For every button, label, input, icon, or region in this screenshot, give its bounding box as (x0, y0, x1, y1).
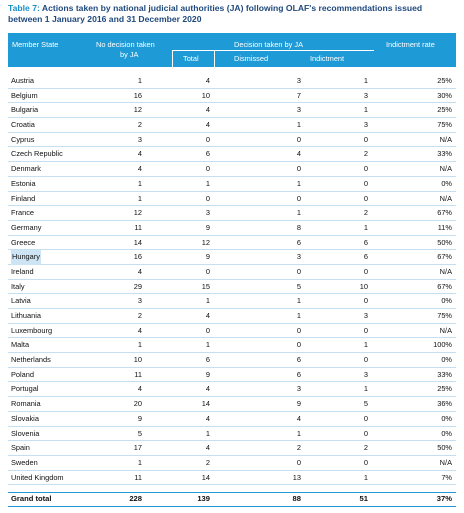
table-row (8, 147, 456, 162)
total-cell: 14 (201, 472, 210, 482)
total-cell: 4 (205, 76, 210, 85)
dismissed-cell: 1 (296, 120, 301, 130)
total-cell: 6 (205, 149, 210, 159)
indictment-rate-cell: 30% (437, 90, 452, 100)
indictment-rate-cell: 0% (441, 355, 452, 365)
member-state-cell: Cyprus (11, 134, 35, 144)
grand-total-indictment: 51 (359, 494, 368, 503)
member-state-cell: Austria (11, 76, 35, 85)
member-state-cell: Czech Republic (11, 149, 63, 159)
total-cell: 4 (205, 120, 210, 130)
indictment-cell: 3 (363, 120, 368, 130)
dismissed-cell: 0 (296, 193, 301, 203)
dismissed-cell: 0 (296, 266, 301, 276)
table-body (8, 74, 456, 485)
member-state-cell: Greece (11, 237, 36, 247)
total-cell: 4 (205, 105, 210, 115)
no-decision-cell: 12 (133, 208, 142, 218)
dismissed-cell: 9 (296, 399, 301, 409)
indictment-rate-cell: 67% (437, 252, 452, 262)
indictment-cell: 1 (363, 76, 368, 85)
indictment-cell: 0 (363, 164, 368, 174)
indictment-cell: 1 (363, 384, 368, 394)
indictment-rate-cell: 36% (437, 399, 452, 409)
table-row (8, 280, 456, 295)
member-state-cell: Netherlands (11, 355, 51, 365)
header-divider-mid (214, 50, 215, 67)
member-state-cell: Lithuania (11, 311, 41, 320)
indictment-cell: 0 (363, 413, 368, 423)
no-decision-cell: 12 (133, 105, 142, 115)
indictment-cell: 1 (363, 105, 368, 115)
indictment-cell: 5 (363, 399, 368, 409)
indictment-rate-cell: 50% (437, 237, 452, 247)
header-member-state: Member State (12, 40, 59, 49)
header-dismissed: Dismissed (234, 54, 269, 63)
indictment-cell: 3 (363, 311, 368, 320)
no-decision-cell: 17 (133, 443, 142, 453)
indictment-rate-cell: N/A (439, 266, 452, 276)
indictment-rate-cell: 50% (437, 443, 452, 453)
grand-total-total: 139 (197, 494, 210, 503)
no-decision-cell: 1 (137, 76, 142, 85)
caption-label: Table 7: (8, 3, 40, 13)
indictment-rate-cell: 33% (437, 369, 452, 379)
no-decision-cell: 14 (133, 237, 142, 247)
indictment-cell: 10 (359, 281, 368, 291)
indictment-cell: 2 (363, 443, 368, 453)
table-row (8, 456, 456, 471)
indictment-cell: 6 (363, 252, 368, 262)
member-state-cell: Finland (11, 193, 36, 203)
no-decision-cell: 4 (137, 164, 142, 174)
no-decision-cell: 4 (137, 266, 142, 276)
dismissed-cell: 6 (296, 237, 301, 247)
dismissed-cell: 4 (296, 413, 301, 423)
total-cell: 2 (205, 457, 210, 467)
total-cell: 9 (205, 252, 210, 262)
dismissed-cell: 0 (296, 325, 301, 335)
member-state-cell: Sweden (11, 457, 38, 467)
no-decision-cell: 20 (133, 399, 142, 409)
table-header (8, 33, 456, 67)
dismissed-cell: 0 (296, 340, 301, 350)
grand-total-row (8, 492, 456, 507)
indictment-rate-cell: 75% (437, 311, 452, 320)
indictment-cell: 0 (363, 325, 368, 335)
indictment-cell: 0 (363, 355, 368, 365)
grand-total-no-decision: 228 (129, 494, 142, 503)
member-state-cell: Luxembourg (11, 325, 53, 335)
member-state-cell: Malta (11, 340, 30, 350)
no-decision-cell: 16 (133, 90, 142, 100)
table-row (8, 74, 456, 89)
total-cell: 10 (201, 90, 210, 100)
member-state-cell: Slovenia (11, 428, 40, 438)
indictment-rate-cell: N/A (439, 193, 452, 203)
header-divider-left (172, 50, 173, 67)
table-row (8, 324, 456, 339)
table-row (8, 103, 456, 118)
indictment-cell: 0 (363, 428, 368, 438)
table-row (8, 353, 456, 368)
no-decision-cell: 4 (137, 384, 142, 394)
table-row (8, 382, 456, 397)
member-state-cell: Croatia (11, 120, 35, 130)
total-cell: 4 (205, 443, 210, 453)
indictment-rate-cell: 25% (437, 76, 452, 85)
dismissed-cell: 1 (296, 311, 301, 320)
indictment-cell: 0 (363, 178, 368, 188)
no-decision-cell: 16 (133, 252, 142, 262)
total-cell: 6 (205, 355, 210, 365)
no-decision-cell: 11 (134, 222, 142, 232)
no-decision-cell: 29 (133, 281, 142, 291)
table-row (8, 368, 456, 383)
no-decision-cell: 11 (134, 369, 142, 379)
total-cell: 9 (205, 369, 210, 379)
member-state-cell: Italy (11, 281, 25, 291)
header-indictment-rate: Indictment rate (386, 40, 435, 49)
no-decision-cell: 1 (137, 178, 142, 188)
dismissed-cell: 1 (296, 178, 301, 188)
total-cell: 1 (205, 340, 210, 350)
member-state-cell: Spain (11, 443, 30, 453)
no-decision-cell: 1 (137, 457, 142, 467)
indictment-rate-cell: 7% (441, 472, 452, 482)
member-state-cell: Latvia (11, 296, 31, 306)
indictment-rate-cell: N/A (439, 164, 452, 174)
table-row (8, 192, 456, 207)
indictment-rate-cell: 25% (437, 105, 452, 115)
table-row (8, 294, 456, 309)
dismissed-cell: 1 (296, 208, 301, 218)
indictment-cell: 2 (363, 149, 368, 159)
indictment-rate-cell: 67% (437, 281, 452, 291)
indictment-rate-cell: 25% (437, 384, 452, 394)
table-row (8, 338, 456, 353)
dismissed-cell: 3 (296, 252, 301, 262)
no-decision-cell: 3 (137, 134, 142, 144)
indictment-cell: 0 (363, 134, 368, 144)
total-cell: 0 (205, 164, 210, 174)
header-no-decision-line1: No decision taken (96, 40, 155, 49)
total-cell: 15 (201, 281, 210, 291)
indictment-rate-cell: 75% (437, 120, 452, 130)
indictment-cell: 1 (363, 340, 368, 350)
member-state-cell: Germany (11, 222, 42, 232)
no-decision-cell: 1 (137, 193, 142, 203)
no-decision-cell: 9 (137, 413, 142, 423)
indictment-rate-cell: 100% (433, 340, 452, 350)
total-cell: 1 (205, 178, 210, 188)
member-state-cell: Estonia (11, 178, 36, 188)
table-row (8, 265, 456, 280)
no-decision-cell: 1 (137, 340, 142, 350)
indictment-rate-cell: N/A (439, 457, 452, 467)
indictment-rate-cell: N/A (439, 134, 452, 144)
no-decision-cell: 2 (137, 120, 142, 130)
member-state-cell: Romania (11, 399, 41, 409)
no-decision-cell: 4 (137, 325, 142, 335)
member-state-cell: Slovakia (11, 413, 39, 423)
header-total: Total (183, 54, 199, 63)
header-decision-group: Decision taken by JA (234, 40, 304, 49)
table-row (8, 133, 456, 148)
indictment-rate-cell: N/A (439, 325, 452, 335)
table-row (8, 162, 456, 177)
no-decision-cell: 2 (137, 311, 142, 320)
header-no-decision-line2: by JA (120, 50, 139, 59)
table-row (8, 471, 456, 486)
dismissed-cell: 13 (292, 472, 301, 482)
member-state-cell: United Kingdom (11, 472, 64, 482)
dismissed-cell: 0 (296, 457, 301, 467)
indictment-rate-cell: 0% (441, 296, 452, 306)
dismissed-cell: 0 (296, 134, 301, 144)
total-cell: 1 (205, 428, 210, 438)
member-state-cell: Bulgaria (11, 105, 39, 115)
total-cell: 0 (205, 134, 210, 144)
dismissed-cell: 7 (296, 90, 301, 100)
table-row (8, 412, 456, 427)
total-cell: 0 (205, 325, 210, 335)
total-cell: 0 (205, 266, 210, 276)
indictment-cell: 0 (363, 193, 368, 203)
indictment-cell: 0 (363, 266, 368, 276)
grand-total-label: Grand total (11, 494, 52, 503)
total-cell: 4 (205, 413, 210, 423)
indictment-rate-cell: 33% (437, 149, 452, 159)
dismissed-cell: 3 (296, 384, 301, 394)
indictment-rate-cell: 0% (441, 428, 452, 438)
total-cell: 3 (205, 208, 210, 218)
grand-total-rate: 37% (436, 494, 452, 503)
grand-total-dismissed: 88 (292, 494, 301, 503)
indictment-cell: 1 (363, 222, 368, 232)
member-state-cell: Poland (11, 369, 35, 379)
dismissed-cell: 0 (296, 164, 301, 174)
dismissed-cell: 6 (296, 355, 301, 365)
indictment-cell: 6 (363, 237, 368, 247)
indictment-cell: 2 (363, 208, 368, 218)
member-state-cell: Ireland (11, 266, 34, 276)
member-state-cell: France (11, 208, 35, 218)
table-row (8, 427, 456, 442)
indictment-rate-cell: 11% (437, 222, 452, 232)
member-state-cell: Portugal (11, 384, 39, 394)
table-row (8, 397, 456, 412)
table-row (8, 236, 456, 251)
table-row (8, 221, 456, 236)
header-indictment: Indictment (310, 54, 345, 63)
dismissed-cell: 4 (296, 149, 301, 159)
indictment-cell: 3 (363, 369, 368, 379)
table-row (8, 89, 456, 104)
table-row (8, 206, 456, 221)
table-row (8, 118, 456, 133)
indictment-cell: 3 (363, 90, 368, 100)
table-row (8, 177, 456, 192)
caption-text: Actions taken by national judicial authorities (JA) following OLAF's recommendations issued between 1 January 2016 and 31 December 2020 (8, 3, 423, 24)
no-decision-cell: 11 (134, 472, 142, 482)
no-decision-cell: 3 (137, 296, 142, 306)
total-cell: 14 (201, 399, 210, 409)
dismissed-cell: 5 (296, 281, 301, 291)
dismissed-cell: 1 (296, 428, 301, 438)
dismissed-cell: 6 (296, 369, 301, 379)
member-state-cell: Belgium (11, 90, 38, 100)
no-decision-cell: 4 (137, 149, 142, 159)
total-cell: 0 (205, 193, 210, 203)
dismissed-cell: 1 (296, 296, 301, 306)
indictment-cell: 1 (363, 472, 368, 482)
dismissed-cell: 8 (296, 222, 301, 232)
total-cell: 4 (205, 311, 210, 320)
indictment-cell: 0 (363, 296, 368, 306)
indictment-rate-cell: 67% (437, 208, 452, 218)
header-group-divider (172, 50, 374, 51)
table-row (8, 441, 456, 456)
indictment-rate-cell: 0% (441, 413, 452, 423)
total-cell: 9 (205, 222, 210, 232)
no-decision-cell: 5 (137, 428, 142, 438)
no-decision-cell: 10 (133, 355, 142, 365)
dismissed-cell: 3 (296, 76, 301, 85)
table-row (8, 309, 456, 324)
total-cell: 1 (205, 296, 210, 306)
dismissed-cell: 3 (296, 105, 301, 115)
member-state-cell: Hungary (11, 250, 41, 265)
total-cell: 4 (205, 384, 210, 394)
member-state-cell: Denmark (11, 164, 41, 174)
dismissed-cell: 2 (296, 443, 301, 453)
table-row (8, 250, 456, 265)
indictment-rate-cell: 0% (441, 178, 452, 188)
table-caption (8, 3, 458, 25)
indictment-cell: 0 (363, 457, 368, 467)
total-cell: 12 (201, 237, 210, 247)
